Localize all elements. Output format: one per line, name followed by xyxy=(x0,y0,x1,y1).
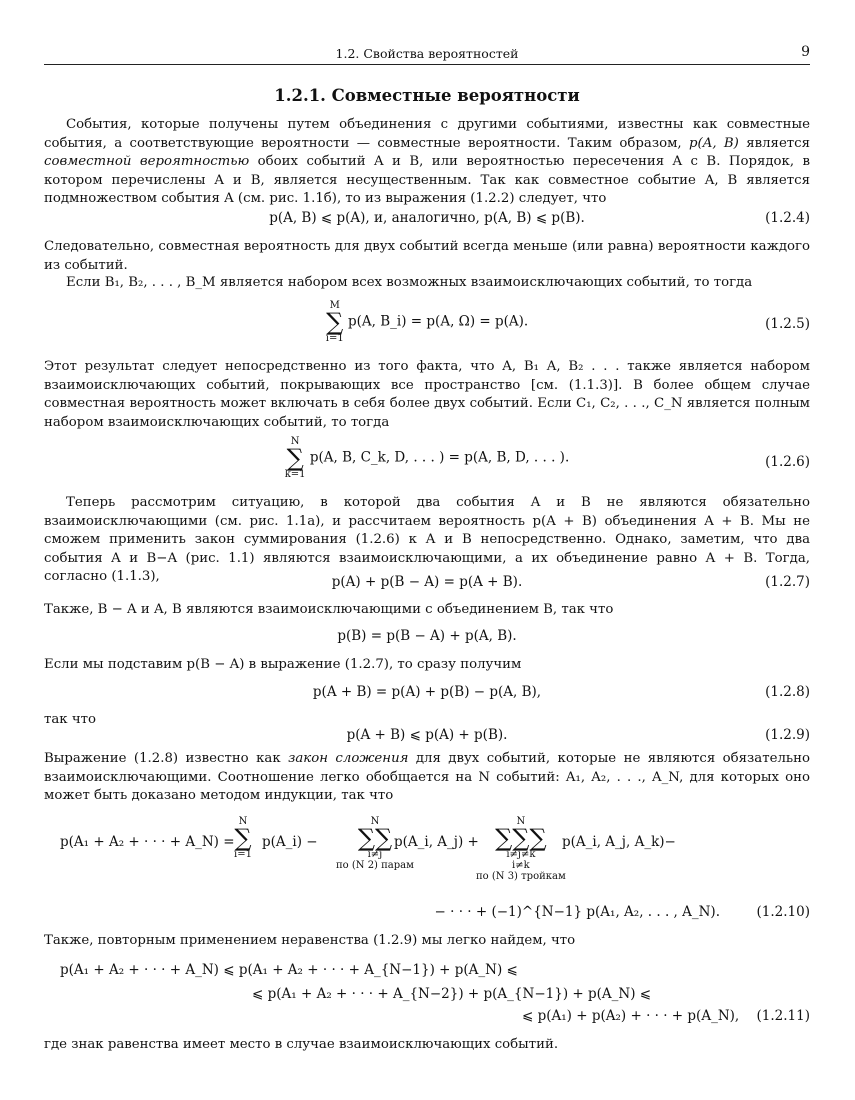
paragraph-9 xyxy=(44,750,810,806)
paragraph-2: Следовательно, совместная вероятность для двух событий всегда меньше (или равна) вероятности каждого из событий. xyxy=(44,239,810,273)
equation-body: p(A, B_i) = p(A, Ω) = p(A). xyxy=(348,313,529,330)
equation-number: (1.2.4) xyxy=(765,210,810,226)
equation-unnumbered xyxy=(44,628,810,650)
equation-1-2-8 xyxy=(44,684,810,706)
text-run: События, которые получены путем объединения с другими событиями, известны как совместные события, а соответствующие вероятности — совместные вероятности. Таким образом, xyxy=(44,117,810,151)
paragraph-8: так что xyxy=(44,712,96,727)
sum-operator: N ∑ k=1 xyxy=(284,436,306,480)
equation-number: (1.2.7) xyxy=(765,574,810,590)
text-run: Выражение (1.2.8) известно как xyxy=(44,751,289,766)
equation-body: p(B) = p(B − A) + p(A, B). xyxy=(337,628,517,644)
equation-continuation: − · · · + (−1)^{N−1} p(A₁, A₂, . . . , A_N). xyxy=(434,904,720,920)
sum-lower-limit: k=1 xyxy=(284,469,306,480)
equation-term: p(A_i) − xyxy=(262,834,318,850)
sum-operator: N ∑ i=1 xyxy=(234,816,252,860)
document-page xyxy=(44,0,810,1100)
sum-note: по (N 2) парам xyxy=(336,860,414,871)
running-header xyxy=(44,44,810,65)
sum-upper-limit: N xyxy=(238,816,248,827)
equation-body: p(A, B, C_k, D, . . . ) = p(A, B, D, . . . ). xyxy=(309,449,570,466)
equation-body: p(A, B) ⩽ p(A), и, аналогично, p(A, B) ⩽ p(B). xyxy=(269,210,585,226)
equation-term: p(A_i, A_j, A_k)− xyxy=(562,834,676,850)
emphasis-term: закон сложения xyxy=(288,751,409,766)
equation-1-2-10 xyxy=(44,814,810,924)
emphasis-term: совместной вероятностью xyxy=(44,154,250,169)
equation-number: (1.2.11) xyxy=(756,1008,810,1024)
equation-line-3: ⩽ p(A₁) + p(A₂) + · · · + p(A_N), xyxy=(522,1008,740,1024)
paragraph-6: Также, B − A и A, B являются взаимоисключающими с объединением B, так что xyxy=(44,602,614,617)
equation-number: (1.2.5) xyxy=(765,316,810,332)
sum-lower-limit-2: i≠k xyxy=(512,860,530,871)
equation-body: p(A + B) ⩽ p(A) + p(B). xyxy=(346,727,508,743)
section-title: 1.2.1. Совместные вероятности xyxy=(274,86,580,105)
paragraph-11: где знак равенства имеет место в случае взаимоисключающих событий. xyxy=(44,1037,559,1052)
page-number: 9 xyxy=(801,44,810,60)
paragraph-7: Если мы подставим p(B − A) в выражение (1.2.7), то сразу получим xyxy=(44,657,522,672)
sum-upper-limit: M xyxy=(329,300,340,311)
equation-lhs: p(A₁ + A₂ + · · · + A_N) = xyxy=(60,834,235,850)
equation-line-1: p(A₁ + A₂ + · · · + A_N) ⩽ p(A₁ + A₂ + · · · + A_{N−1}) + p(A_N) ⩽ xyxy=(60,962,518,978)
sum-note: по (N 3) тройкам xyxy=(476,871,566,882)
equation-term: p(A_i, A_j) + xyxy=(394,834,479,850)
math-run: p(A, B) xyxy=(689,135,739,151)
paragraph-4: Этот результат следует непосредственно из того факта, что A, B₁ A, B₂ . . . также является набором взаимоисключающих событий, покрывающих все пространство [см. (1.1.3)]. В более общем случае совместная вероятность может включать в себя более двух событий. Если C₁, C₂, . . ., C_N является полным набором взаимоисключающих событий, то тогда xyxy=(44,359,810,430)
sum-lower-limit: i=1 xyxy=(234,849,252,860)
double-sum-operator: N ∑∑ i≠j по (N 2) парам xyxy=(336,816,414,871)
equation-1-2-5 xyxy=(44,300,810,350)
equation-line-2: ⩽ p(A₁ + A₂ + · · · + A_{N−2}) + p(A_{N−1}) + p(A_N) ⩽ xyxy=(252,986,652,1002)
equation-number: (1.2.8) xyxy=(765,684,810,700)
equation-1-2-4 xyxy=(44,210,810,232)
text-run: является xyxy=(738,135,811,151)
triple-sum-operator: N ∑∑∑ i≠j≠k i≠k по (N 3) тройкам xyxy=(476,816,566,882)
sum-lower-limit: i=1 xyxy=(325,333,344,344)
equation-1-2-9 xyxy=(44,727,810,749)
paragraph-1 xyxy=(44,116,810,209)
equation-body: p(A + B) = p(A) + p(B) − p(A, B), xyxy=(312,684,542,700)
sum-operator: M ∑ i=1 xyxy=(325,300,344,344)
equation-1-2-7 xyxy=(44,574,810,596)
text-run: для двух событий, которые не являются обязательно взаимоисключающими. Соотношение легко обобщается на N событий: A₁, A₂, . . ., A_N, для которых оно может быть доказано методом индукции, так что xyxy=(44,751,810,803)
paragraph-3: Если B₁, B₂, . . . , B_M является набором всех возможных взаимоисключающих событий, то тогда xyxy=(66,275,753,290)
running-title: 1.2. Свойства вероятностей xyxy=(335,46,519,61)
paragraph-10: Также, повторным применением неравенства (1.2.9) мы легко найдем, что xyxy=(44,933,576,948)
equation-number: (1.2.9) xyxy=(765,727,810,743)
text-run: обоих событий A и B, или вероятностью пересечения A с B. Порядок, в котором перечислены A и B, является несущественным. Так как совместное событие A, B является подмножеством события A (см. рис. 1.1б), то из выражения (1.2.2) следует, что xyxy=(44,154,810,206)
equation-1-2-6 xyxy=(44,436,810,486)
sum-lower-limit: i≠j≠k xyxy=(506,849,536,860)
equation-body: p(A) + p(B − A) = p(A + B). xyxy=(331,574,523,590)
sum-upper-limit: N xyxy=(516,816,526,827)
sum-lower-limit: i≠j xyxy=(367,849,383,860)
sum-upper-limit: N xyxy=(290,436,300,447)
equation-1-2-11 xyxy=(44,962,810,1032)
paragraph-5: Теперь рассмотрим ситуацию, в которой два события A и B не являются обязательно взаимоисключающими (см. рис. 1.1a), и рассчитаем вероятность p(A + B) объединения A + B. Мы не сможем применить закон суммирования (1.2.6) к A и B непосредственно. Однако, заметим, что два события A и B−A (рис. 1.1) являются взаимоисключающими, а их объединение равно A + B. Тогда, согласно (1.1.3), xyxy=(44,495,810,584)
equation-number: (1.2.6) xyxy=(765,454,810,470)
sum-upper-limit: N xyxy=(370,816,380,827)
equation-number: (1.2.10) xyxy=(756,904,810,920)
